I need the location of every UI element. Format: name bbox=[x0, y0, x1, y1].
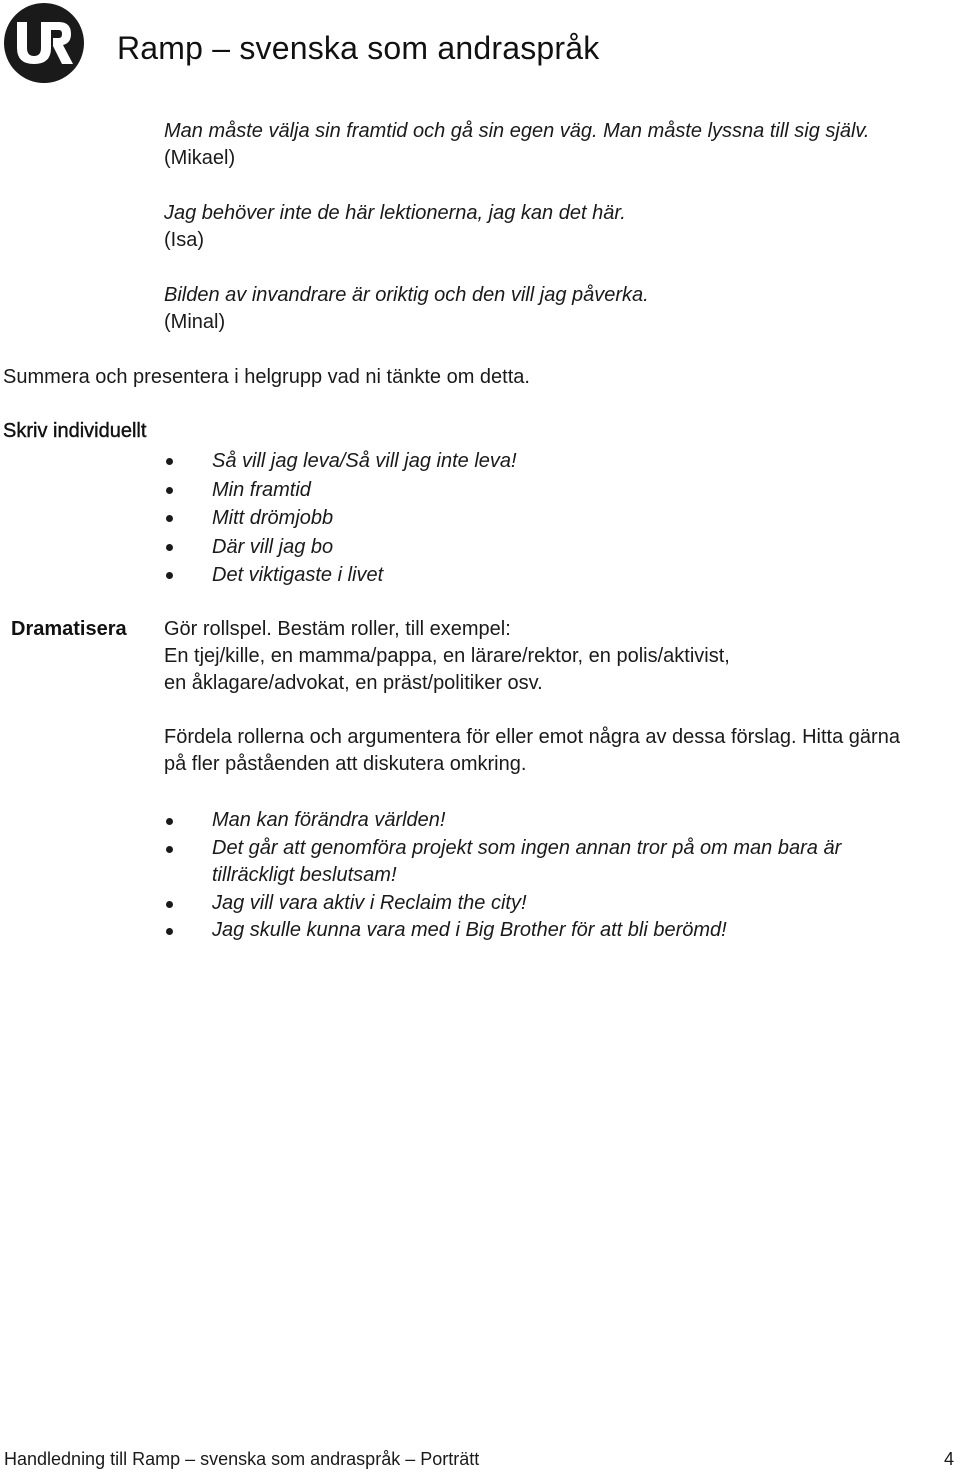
quote-2 bbox=[164, 200, 626, 254]
drama-instruction bbox=[164, 724, 900, 778]
footer-text: Handledning till Ramp – svenska som andraspråk – Porträtt bbox=[4, 1449, 480, 1469]
list-item: Så vill jag leva/Så vill jag inte leva! bbox=[164, 447, 517, 476]
drama-heading: Dramatisera bbox=[11, 618, 127, 640]
list-item: Man kan förändra världen! bbox=[164, 807, 841, 835]
quote-text: Bilden av invandrare är oriktig och den vill jag påverka. bbox=[164, 284, 649, 306]
page-title: Ramp – svenska som andraspråk bbox=[117, 30, 600, 66]
bullet-icon bbox=[166, 458, 173, 465]
bullet-icon bbox=[166, 515, 173, 522]
write-list bbox=[164, 447, 517, 590]
bullet-icon bbox=[166, 846, 173, 853]
quote-author: (Isa) bbox=[164, 229, 204, 251]
drama-intro bbox=[164, 616, 730, 697]
statement-list bbox=[164, 807, 841, 945]
drama-instruction-line: Fördela rollerna och argumentera för eller emot några av dessa förslag. Hitta gärna bbox=[164, 726, 900, 748]
quote-text: Jag behöver inte de här lektionerna, jag kan det här. bbox=[164, 202, 626, 224]
quote-author: (Mikael) bbox=[164, 147, 236, 169]
list-item: Där vill jag bo bbox=[164, 533, 517, 562]
list-item: Mitt drömjobb bbox=[164, 504, 517, 533]
page-number: 4 bbox=[943, 1449, 954, 1469]
quote-1 bbox=[164, 118, 870, 172]
bullet-icon bbox=[166, 901, 173, 908]
ur-logo-icon bbox=[13, 18, 75, 68]
list-item: Jag skulle kunna vara med i Big Brother för att bli berömd! bbox=[164, 917, 841, 945]
drama-instruction-line: på fler påståenden att diskutera omkring. bbox=[164, 753, 527, 775]
ur-logo bbox=[4, 3, 84, 83]
list-item: Det går att genomföra projekt som ingen annan tror på om man bara är tillräckligt beslutsam! bbox=[164, 835, 841, 890]
bullet-icon bbox=[166, 544, 173, 551]
bullet-icon bbox=[166, 487, 173, 494]
list-item: Det viktigaste i livet bbox=[164, 561, 517, 590]
list-item: Jag vill vara aktiv i Reclaim the city! bbox=[164, 890, 841, 918]
bullet-icon bbox=[166, 572, 173, 579]
bullet-icon bbox=[166, 928, 173, 935]
write-heading: Skriv individuellt bbox=[3, 420, 147, 442]
drama-intro-line: en åklagare/advokat, en präst/politiker osv. bbox=[164, 672, 543, 694]
bullet-icon bbox=[166, 818, 173, 825]
quote-author: (Minal) bbox=[164, 311, 226, 333]
drama-intro-line: En tjej/kille, en mamma/pappa, en lärare/rektor, en polis/aktivist, bbox=[164, 645, 730, 667]
summary-text: Summera och presentera i helgrupp vad ni tänkte om detta. bbox=[3, 366, 530, 388]
list-item: Min framtid bbox=[164, 476, 517, 505]
quote-3 bbox=[164, 282, 649, 336]
drama-intro-line: Gör rollspel. Bestäm roller, till exempel: bbox=[164, 618, 511, 640]
quote-text: Man måste välja sin framtid och gå sin egen väg. Man måste lyssna till sig själv. bbox=[164, 120, 870, 142]
